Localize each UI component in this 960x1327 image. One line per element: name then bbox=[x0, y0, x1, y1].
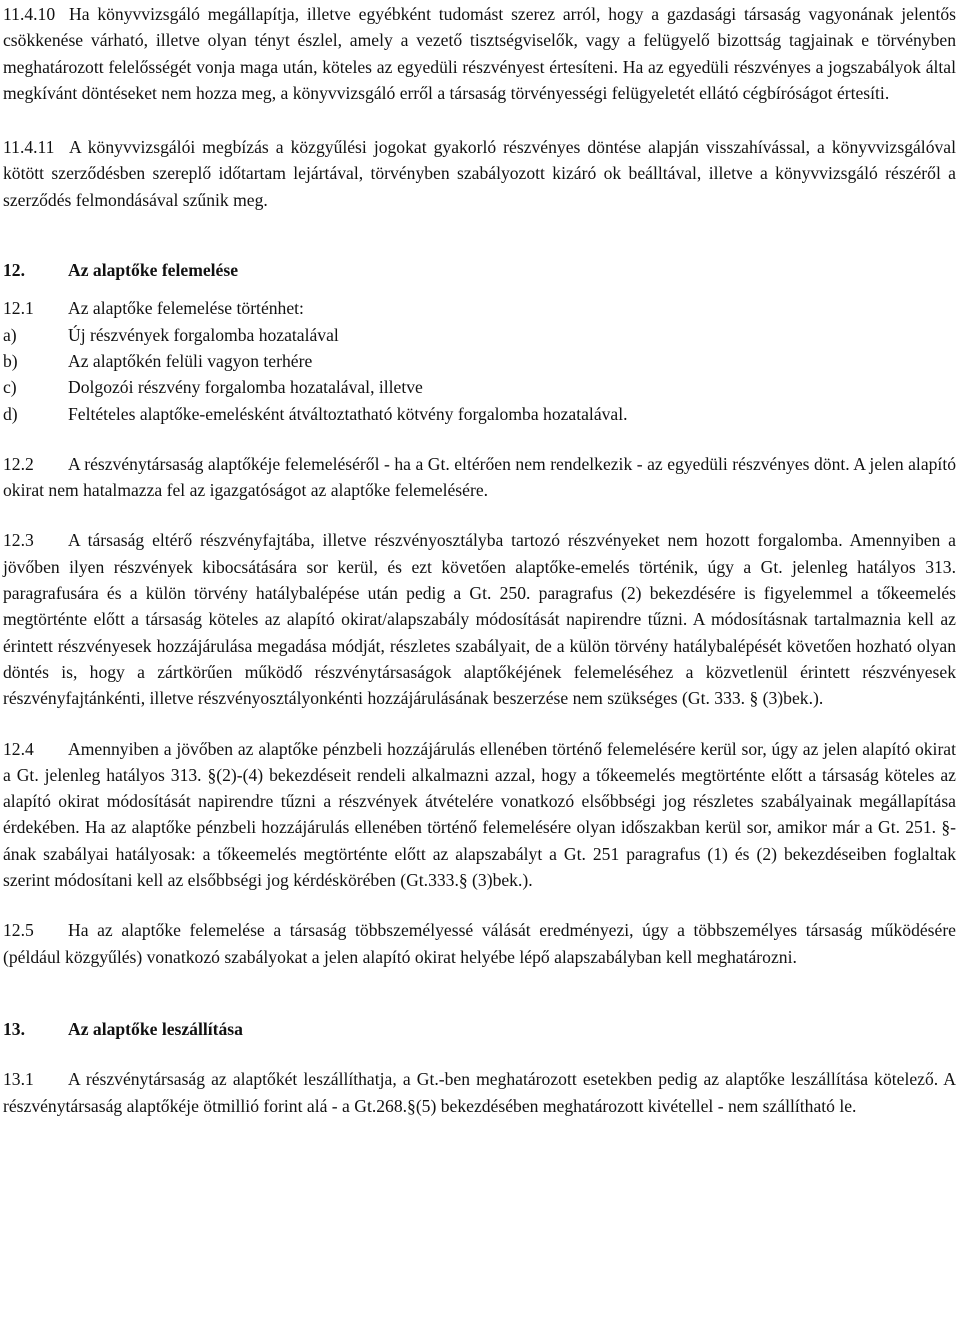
section-title: Az alaptőke leszállítása bbox=[68, 1018, 243, 1039]
section-13-heading bbox=[3, 1016, 956, 1042]
paragraph-text: A részvénytársaság az alaptőkét leszállíthatja, a Gt.-ben meghatározott esetekben pedig az alaptőke leszállítása kötelező. A részvénytársaság alaptőkéje ötmillió forint alá - a Gt.268.§(5) bekezdésében meghatározott kivétellel - nem szállítható le. bbox=[3, 1069, 956, 1116]
paragraph-13-1 bbox=[3, 1066, 956, 1119]
list-item bbox=[3, 348, 956, 374]
paragraph-text: Ha az alaptőke felemelése a társaság többszemélyessé válását eredményezi, úgy a többszemélyes társaság működésére (például közgyűlés) vonatkozó szabályokat a jelen alapító okirat helyébe lépő alapszabályban kell meghatározni. bbox=[3, 920, 956, 967]
paragraph-text: A részvénytársaság alaptőkéje felemeléséről - ha a Gt. eltérően nem rendelkezik - az egyedüli részvényes dönt. A jelen alapító okirat nem hatalmazza fel az igazgatóságot az alaptőke felemelésére. bbox=[3, 453, 956, 501]
list-label: b) bbox=[3, 350, 18, 371]
paragraph-number: 11.4.10 bbox=[3, 4, 56, 24]
list-label: c) bbox=[3, 377, 17, 398]
paragraph-12-3 bbox=[3, 527, 956, 711]
list-text: Dolgozói részvény forgalomba hozatalával, illetve bbox=[68, 377, 423, 398]
list-item bbox=[3, 374, 956, 400]
paragraph-number: 12.4 bbox=[3, 738, 34, 759]
paragraph-number: 12.5 bbox=[3, 920, 34, 941]
list-label: a) bbox=[3, 324, 17, 345]
list-text: Az alaptőkén felüli vagyon terhére bbox=[68, 350, 313, 371]
paragraph-text: A társaság eltérő részvényfajtába, illetve részvényosztályba tartozó részvényeket nem hozott forgalomba. Amennyiben a jövőben ilyen részvények kibocsátására sor kerül, és ezt követően alaptőke-emelés történik, úgy a Gt. jelenleg hatályos 313. paragrafusára és a külön törvény hatálybalépése után pedig a Gt. 250. paragrafus (2) bekezdésére is figyelemmel a tőkeemelés megtörténte előtt a társaság köteles az alapító okirat/alapszabály módosítását napirendre tűzni. A módosításnak tartalmaznia kell az érintett részvényesek hozzájárulása megadása módját, részletes szabályait, de a külön törvény hatálybalépését követően hozható olyan döntés is, hogy a zártkörűen működő részvénytársaságok alaptőkéjének felemeléséhez a közvetlenül érintett részvényesek részvényfajtánkénti, illetve részvényosztályonkénti hozzájárulásának beszerzése nem szükséges (Gt. 333. § (3)bek.). bbox=[3, 530, 956, 709]
paragraph-text: Az alaptőke felemelése történhet: bbox=[68, 298, 304, 319]
paragraph-12-2 bbox=[3, 451, 956, 504]
paragraph-number: 12.3 bbox=[3, 530, 34, 551]
section-title: Az alaptőke felemelése bbox=[68, 260, 239, 281]
paragraph-text: A könyvvizsgálói megbízás a közgyűlési jogokat gyakorló részvényes döntése alapján visszahívással, a könyvvizsgálóval kötött szerződésben szereplő időtartam lejártával, törvényben szabályozott kizáró ok beálltával, illetve a könyvvizsgáló részéről a szerződés felmondásával szűnik meg. bbox=[3, 137, 956, 210]
paragraph-number: 13.1 bbox=[3, 1069, 34, 1090]
list-text: Új részvények forgalomba hozatalával bbox=[68, 324, 339, 345]
paragraph-12-5 bbox=[3, 917, 956, 970]
section-number: 12. bbox=[3, 260, 25, 281]
paragraph-text: Ha könyvvizsgáló megállapítja, illetve egyébként tudomást szerez arról, hogy a gazdasági társaság vagyonának jelentős csökkenése várható, illetve olyan tényt észlel, amely a vezető tisztségviselők, vagy a felügyelő bizottság tagjainak e törvényben meghatározott felelősségét vonja maga után, köteles az egyedüli részvényest értesíteni. Ha az egyedüli részvényes a jogszabályok által megkívánt döntéseket nem hozza meg, a könyvvizsgáló erről a társaság törvényességi felügyeletét ellátó cégbíróságot értesíti. bbox=[3, 4, 956, 103]
paragraph-11-4-11 bbox=[3, 134, 956, 213]
paragraph-number: 12.2 bbox=[3, 453, 34, 474]
section-number: 13. bbox=[3, 1018, 25, 1039]
paragraph-text: Amennyiben a jövőben az alaptőke pénzbeli hozzájárulás ellenében történő felemelésére kerül sor, úgy az jelen alapító okirat a Gt. jelenleg hatályos 313. §(2)-(4) bekezdéseit rendeli alkalmazni azzal, hogy a tőkeemelés megtörténte előtt a társaság köteles az alapító okirat módosítását napirendre tűzni a részvények átvételére vonatkozó elsőbbségi jog részletes szabályainak megállapítása érdekében. Ha az alaptőke pénzbeli hozzájárulás ellenében történő felemelésére olyan időszakban kerül sor, amikor már a Gt. 251. §-ának szabályai hatályosak: a tőkeemelés megtörténte előtt az alapszabályt a Gt. 251 paragrafus (1) és (2) bekezdéseiben foglaltak szerint módosítani kell az elsőbbségi jog kérdéskörében (Gt.333.§ (3)bek.). bbox=[3, 738, 956, 891]
list-label: d) bbox=[3, 403, 18, 424]
paragraph-11-4-10 bbox=[3, 1, 956, 106]
paragraph-number: 11.4.11 bbox=[3, 137, 55, 158]
list-item bbox=[3, 322, 956, 348]
list-text: Feltételes alaptőke-emelésként átváltoztatható kötvény forgalomba hozatalával. bbox=[68, 403, 628, 424]
increase-methods-list bbox=[3, 322, 956, 427]
section-12-heading bbox=[3, 257, 956, 283]
list-item bbox=[3, 401, 956, 427]
paragraph-number: 12.1 bbox=[3, 298, 34, 319]
paragraph-12-1 bbox=[3, 295, 956, 321]
paragraph-12-4 bbox=[3, 736, 956, 894]
